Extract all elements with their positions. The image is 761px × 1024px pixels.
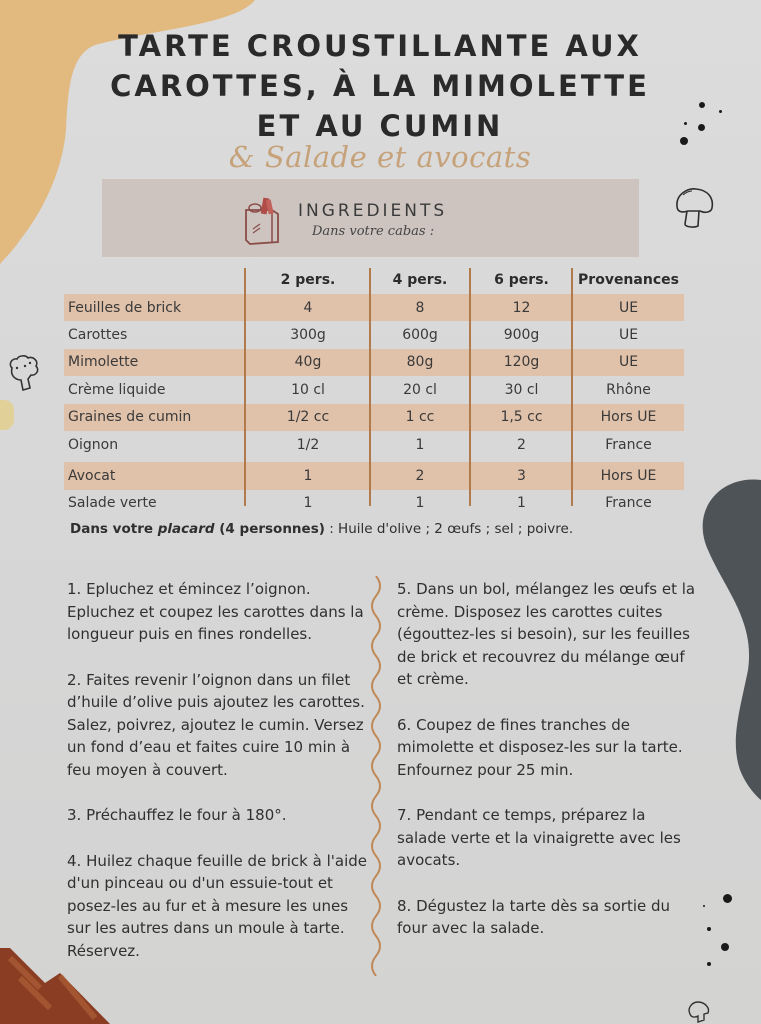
steps-left-column xyxy=(67,578,367,985)
title-line-1: TARTE CROUSTILLANTE AUX xyxy=(118,29,642,63)
ingredients-subheading: Dans votre cabas : xyxy=(312,224,435,239)
ingredient-name: Graines de cumin xyxy=(68,409,192,426)
step-8: 8. Dégustez la tarte dès sa sortie du four avec la salade. xyxy=(397,896,671,937)
qty-4: 1 cc xyxy=(405,409,435,426)
table-divider xyxy=(469,268,471,506)
qty-4: 600g xyxy=(402,327,438,344)
table-row xyxy=(64,462,684,489)
dot-decoration xyxy=(703,905,705,907)
qty-6: 12 xyxy=(512,299,531,316)
table-divider xyxy=(244,268,246,506)
qty-2: 10 cl xyxy=(291,381,325,398)
qty-2: 1/2 xyxy=(296,436,320,453)
origin: Rhône xyxy=(606,381,651,398)
step-2: 2. Faites revenir l’oignon dans un filet d’huile d’olive puis ajoutez les carottes. Salez, poivrez, ajoutez le cumin. Versez un fond d’eau et faites cuire 10 min à feu moyen à couvert. xyxy=(67,670,365,779)
qty-6: 1,5 cc xyxy=(500,409,543,426)
pantry-note xyxy=(70,521,573,537)
table-row xyxy=(64,376,684,403)
qty-2: 1 xyxy=(303,468,313,485)
dot-decoration xyxy=(721,943,729,951)
table-divider xyxy=(571,268,573,506)
qty-4: 8 xyxy=(415,299,425,316)
header-6-pers: 6 pers. xyxy=(494,272,549,288)
pantry-lead: Dans votre xyxy=(70,521,158,537)
ingredient-name: Mimolette xyxy=(68,354,139,371)
pantry-items: : Huile d'olive ; 2 œufs ; sel ; poivre. xyxy=(324,521,574,537)
table-row xyxy=(64,490,684,517)
table-header-row xyxy=(64,266,684,294)
steps-right-column xyxy=(397,578,697,963)
qty-6: 30 cl xyxy=(504,381,539,398)
origin: Hors UE xyxy=(600,409,657,426)
qty-2: 40g xyxy=(294,354,322,371)
ingredients-heading: INGREDIENTS xyxy=(298,201,448,221)
origin: France xyxy=(605,436,652,453)
header-4-pers: 4 pers. xyxy=(392,272,448,288)
header-provenances: Provenances xyxy=(578,272,679,288)
dot-decoration xyxy=(707,927,711,931)
yellow-smudge xyxy=(0,400,14,430)
qty-6: 120g xyxy=(503,354,540,371)
ingredient-name: Oignon xyxy=(68,436,119,453)
step-1: 1. Epluchez et émincez l’oignon. Epluchez et coupez les carottes dans la longueur puis en fines rondelles. xyxy=(67,580,364,643)
ingredient-name: Salade verte xyxy=(68,495,157,512)
origin: UE xyxy=(618,327,639,344)
qty-2: 300g xyxy=(290,327,326,344)
step-7: 7. Pendant ce temps, préparez la salade verte et la vinaigrette avec les avocats. xyxy=(397,806,681,869)
dot-decoration xyxy=(723,894,732,903)
wavy-divider xyxy=(366,576,386,976)
origin: Hors UE xyxy=(600,468,657,485)
table-row xyxy=(64,294,684,321)
step-5: 5. Dans un bol, mélangez les œufs et la crème. Disposez les carottes cuites (égouttez-les si besoin), sur les feuilles de brick et recouvrez du mélange œuf et crème. xyxy=(397,580,696,688)
recipe-subtitle: & Salade et avocats xyxy=(228,140,532,174)
dot-decoration xyxy=(698,124,705,131)
ingredient-name: Feuilles de brick xyxy=(68,299,182,316)
header-2-pers: 2 pers. xyxy=(280,272,336,288)
qty-6: 1 xyxy=(517,495,526,512)
cutting-board-edge xyxy=(0,948,120,1024)
qty-2: 1 xyxy=(303,495,313,512)
title-line-3: ET AU CUMIN xyxy=(256,109,504,143)
small-mushroom-icon xyxy=(686,1000,714,1024)
qty-2: 1/2 cc xyxy=(286,409,330,426)
table-row xyxy=(64,349,684,376)
recipe-title xyxy=(60,26,700,146)
step-6: 6. Coupez de fines tranches de mimolette et disposez-les sur la tarte. Enfournez pour 25 min. xyxy=(397,715,683,779)
mushroom-icon xyxy=(674,186,716,232)
title-line-2: CAROTTES, À LA MIMOLETTE xyxy=(110,69,650,103)
table-row xyxy=(64,404,684,431)
qty-4: 1 xyxy=(415,436,425,453)
table-divider xyxy=(369,268,371,506)
dot-decoration xyxy=(719,110,722,113)
qty-2: 4 xyxy=(303,299,313,316)
shopping-bag-icon xyxy=(240,196,284,246)
table-row xyxy=(64,321,684,348)
pantry-lead-italic: placard xyxy=(157,521,215,537)
ingredients-table xyxy=(64,266,684,517)
table-row xyxy=(64,431,684,458)
ingredient-name: Carottes xyxy=(68,327,128,344)
pantry-people: (4 personnes) xyxy=(214,521,325,537)
qty-6: 2 xyxy=(517,436,526,453)
origin: UE xyxy=(618,354,639,371)
dot-decoration xyxy=(699,102,705,108)
dot-decoration xyxy=(684,122,687,125)
origin: France xyxy=(605,495,652,512)
origin: UE xyxy=(618,299,639,316)
ingredient-name: Crème liquide xyxy=(68,381,166,398)
qty-4: 80g xyxy=(406,354,434,371)
step-3: 3. Préchauffez le four à 180°. xyxy=(67,806,287,824)
qty-4: 20 cl xyxy=(403,381,437,398)
qty-4: 2 xyxy=(415,468,425,485)
qty-6: 3 xyxy=(517,468,526,485)
qty-4: 1 xyxy=(415,495,425,512)
step-4: 4. Huilez chaque feuille de brick à l'aide d'un pinceau ou d'un essuie-tout et posez-les au fur et à mesure les unes sur les autres dans un moule à tarte. Réservez. xyxy=(67,851,367,960)
dot-decoration xyxy=(680,137,688,145)
ingredient-name: Avocat xyxy=(68,468,116,485)
qty-6: 900g xyxy=(503,327,540,344)
dot-decoration xyxy=(707,962,711,966)
broccoli-icon xyxy=(6,354,42,396)
